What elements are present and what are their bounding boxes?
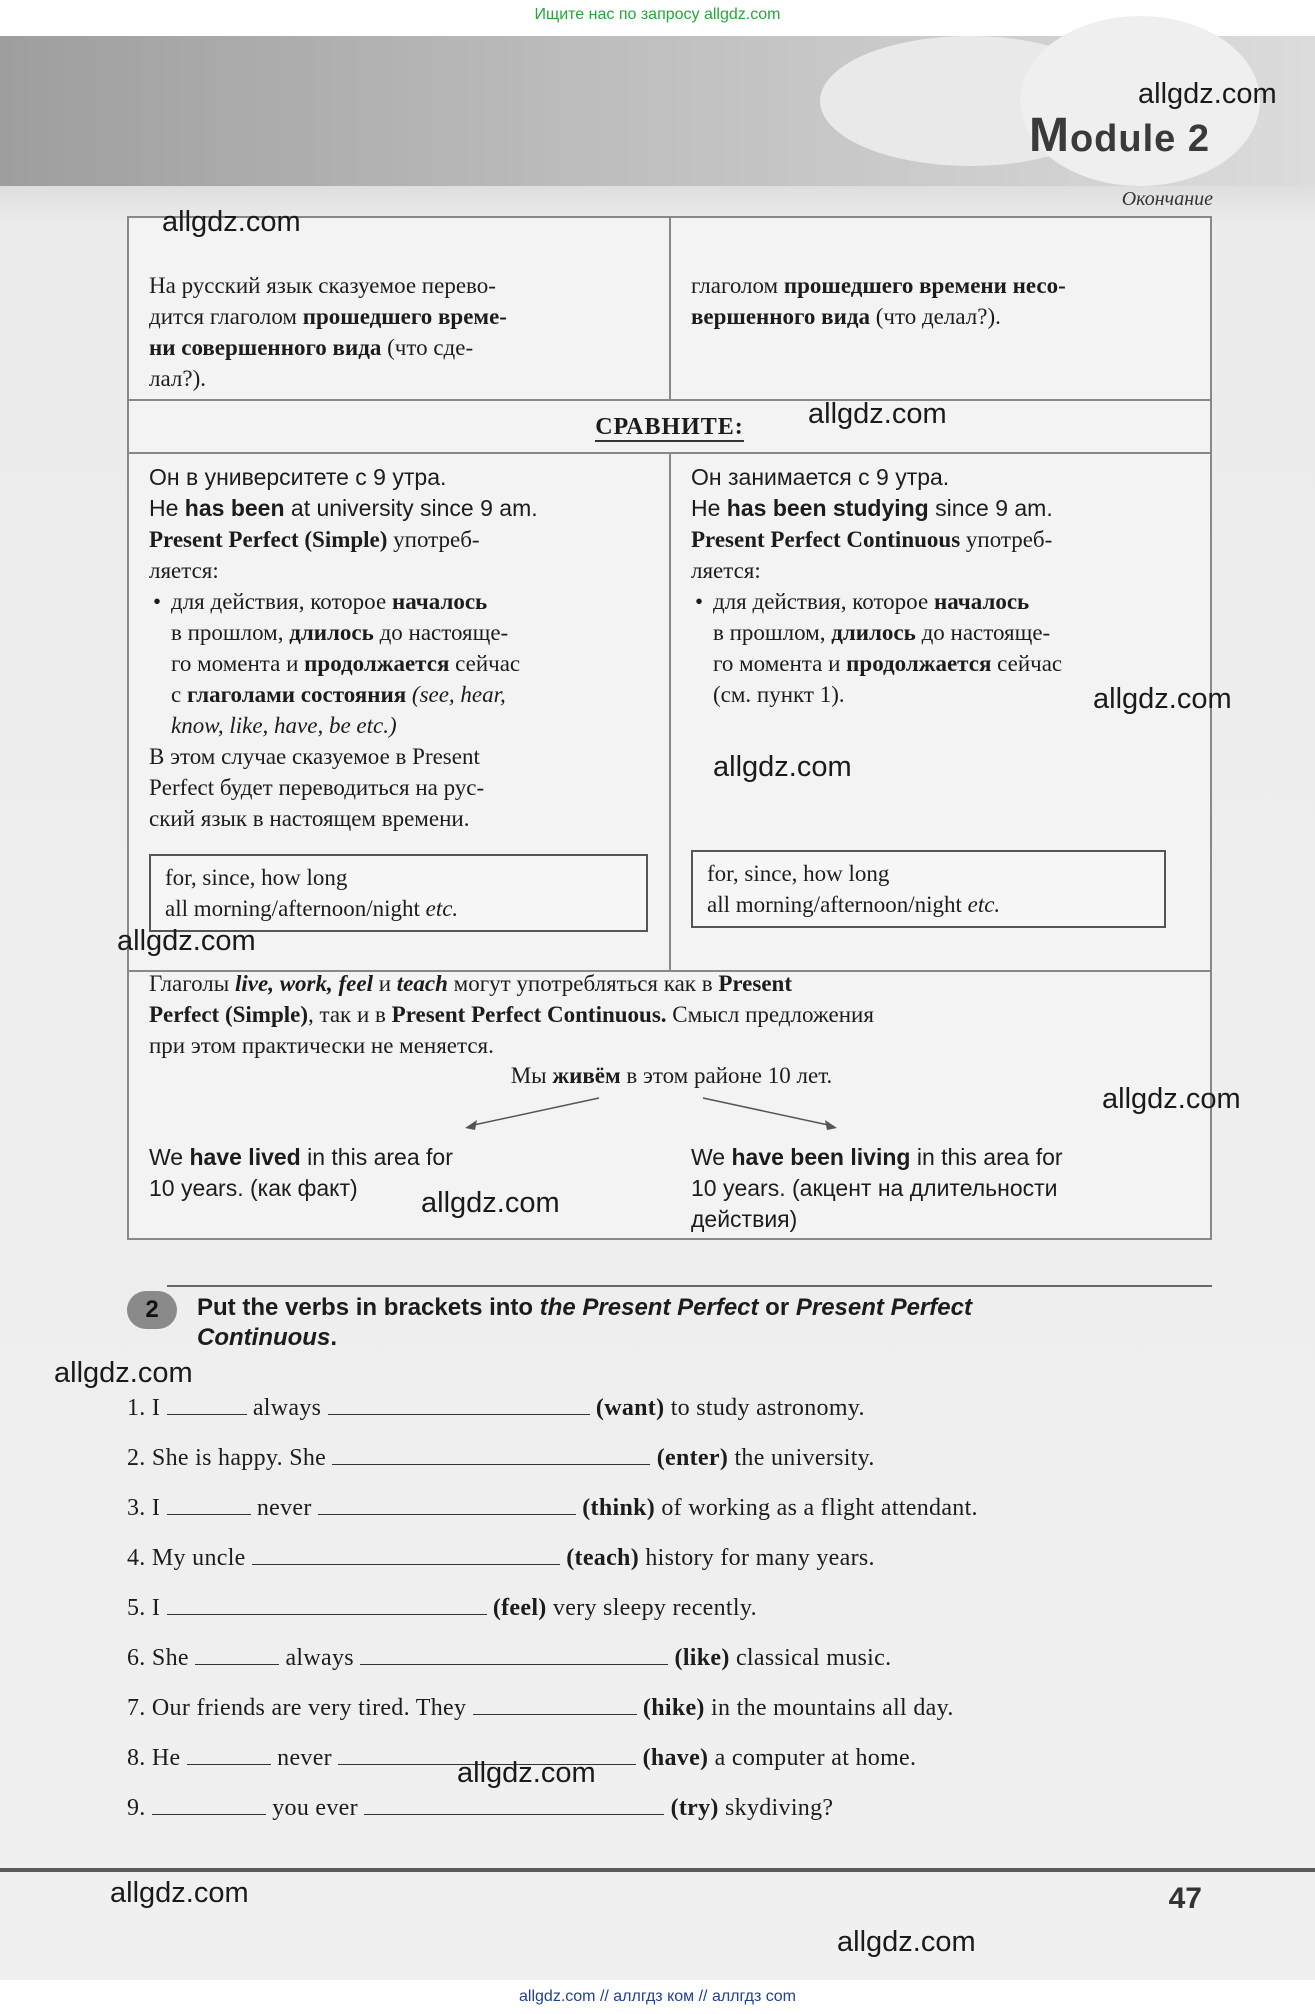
list-item: 6. She always (like) classical music. bbox=[127, 1642, 1217, 1692]
list-item: 5. I (feel) very sleepy recently. bbox=[127, 1592, 1217, 1642]
divider bbox=[129, 399, 1210, 401]
answer-blank[interactable] bbox=[152, 1792, 266, 1815]
arrow-right bbox=[703, 1098, 833, 1126]
arrow-right-head bbox=[825, 1120, 837, 1130]
answer-blank[interactable] bbox=[332, 1442, 650, 1465]
usage-bullet: • для действия, которое началось в прошлом, длилось до настояще- го момента и продолжается сейчас (см. пункт 1). bbox=[691, 586, 1206, 710]
list-item: 8. He never (have) a computer at home. bbox=[127, 1742, 1217, 1792]
arrows-graphic bbox=[129, 1094, 1214, 1144]
answer-blank[interactable] bbox=[473, 1692, 637, 1715]
footer-rule bbox=[0, 1868, 1315, 1872]
example-sentence-ru: Мы живём в этом районе 10 лет. bbox=[510, 1063, 833, 1088]
list-item: 9. you ever (try) skydiving? bbox=[127, 1792, 1217, 1842]
example-duration: We have been living in this area for 10 years. (акцент на длительности действия) bbox=[691, 1144, 1063, 1232]
watermark[interactable]: allgdz.com bbox=[808, 398, 947, 430]
answer-blank[interactable] bbox=[195, 1642, 279, 1665]
list-item: 7. Our friends are very tired. They (hike) in the mountains all day. bbox=[127, 1692, 1217, 1742]
divider bbox=[669, 452, 671, 970]
bottom-banner[interactable]: allgdz.com // аллгдз ком // аллгдз com bbox=[519, 1988, 796, 2005]
answer-blank[interactable] bbox=[328, 1392, 590, 1415]
time-markers-box: for, since, how long all morning/afternoon/night etc. bbox=[149, 854, 648, 932]
arrow-left-head bbox=[465, 1120, 477, 1130]
top-right-text: глаголом прошедшего времени несо- вершенного вида (что делал?). bbox=[691, 273, 1066, 329]
watermark[interactable]: allgdz.com bbox=[837, 1926, 976, 1958]
answer-blank[interactable] bbox=[187, 1742, 271, 1765]
watermark[interactable]: allgdz.com bbox=[457, 1757, 596, 1789]
arrow-left bbox=[469, 1098, 599, 1126]
watermark[interactable]: allgdz.com bbox=[110, 1877, 249, 1909]
right-column: Он занимается с 9 утра. He has been studying since 9 am. Present Perfect Continuous употреб- ляется: • для действия, которое началось в прошлом, длилось до настояще- го момента и продолжается сейчас (см. пункт 1). bbox=[691, 462, 1206, 710]
usage-bullet: • для действия, которое началось в прошлом, длилось до настояще- го момента и продолжается сейчас с глаголами состояния (see, hear, know, like, have, be etc.) bbox=[149, 586, 654, 741]
exercise-items bbox=[127, 1392, 1217, 1842]
watermark[interactable]: allgdz.com bbox=[1138, 78, 1277, 110]
answer-blank[interactable] bbox=[364, 1792, 664, 1815]
divider bbox=[669, 218, 671, 399]
watermark[interactable]: allgdz.com bbox=[713, 751, 852, 783]
watermark[interactable]: allgdz.com bbox=[1093, 683, 1232, 715]
answer-blank[interactable] bbox=[318, 1492, 576, 1515]
list-item: 1. I always (want) to study astronomy. bbox=[127, 1392, 1217, 1442]
watermark[interactable]: allgdz.com bbox=[421, 1187, 560, 1219]
answer-blank[interactable] bbox=[167, 1392, 247, 1415]
top-banner[interactable]: Ищите нас по запросу allgdz.com bbox=[534, 6, 781, 23]
answer-blank[interactable] bbox=[167, 1492, 251, 1515]
grammar-table bbox=[127, 216, 1212, 1240]
top-left-text: На русский язык сказуемое перево- дится глаголом прошедшего време- ни совершенного вида (что сде- лал?). bbox=[149, 273, 507, 391]
left-column: Он в университете с 9 утра. He has been at university since 9 am. Present Perfect (Simple) употреб- ляется: • для действия, которое началось в прошлом, длилось до настояще- го момента и продолжается сейчас с глаголами состояния (see, hear, know, like, have, be etc.) В этом случае сказуемое в Present Perfect будет переводиться на рус- ский язык в настоящем времени. bbox=[149, 462, 654, 834]
state-verbs-note: Глаголы live, work, feel и teach могут употребляться как в Present Perfect (Simple), так и в Present Perfect Continuous. Смысл предложения при этом практически не меняется. bbox=[149, 971, 874, 1058]
list-item: 4. My uncle (teach) history for many years. bbox=[127, 1542, 1217, 1592]
watermark[interactable]: allgdz.com bbox=[162, 206, 301, 238]
answer-blank[interactable] bbox=[167, 1592, 487, 1615]
exercise-number: 2 bbox=[127, 1291, 177, 1329]
watermark[interactable]: allgdz.com bbox=[54, 1357, 193, 1389]
answer-blank[interactable] bbox=[252, 1542, 560, 1565]
example-fact: We have lived in this area for 10 years. (как факт) bbox=[149, 1144, 453, 1201]
continuation-label: Окончание bbox=[1121, 188, 1213, 210]
divider bbox=[167, 1285, 1212, 1287]
watermark[interactable]: allgdz.com bbox=[117, 925, 256, 957]
time-markers-box: for, since, how long all morning/afternoon/night etc. bbox=[691, 850, 1166, 928]
list-item: 3. I never (think) of working as a flight attendant. bbox=[127, 1492, 1217, 1542]
exercise-instruction: Put the verbs in brackets into the Present Perfect or Present Perfect Continuous. bbox=[197, 1294, 972, 1351]
list-item: 2. She is happy. She (enter) the university. bbox=[127, 1442, 1217, 1492]
compare-heading: СРАВНИТЕ: bbox=[595, 414, 744, 440]
watermark[interactable]: allgdz.com bbox=[1102, 1083, 1241, 1115]
answer-blank[interactable] bbox=[360, 1642, 668, 1665]
module-title: Module 2 bbox=[1028, 109, 1210, 162]
page-number: 47 bbox=[1168, 1882, 1202, 1915]
